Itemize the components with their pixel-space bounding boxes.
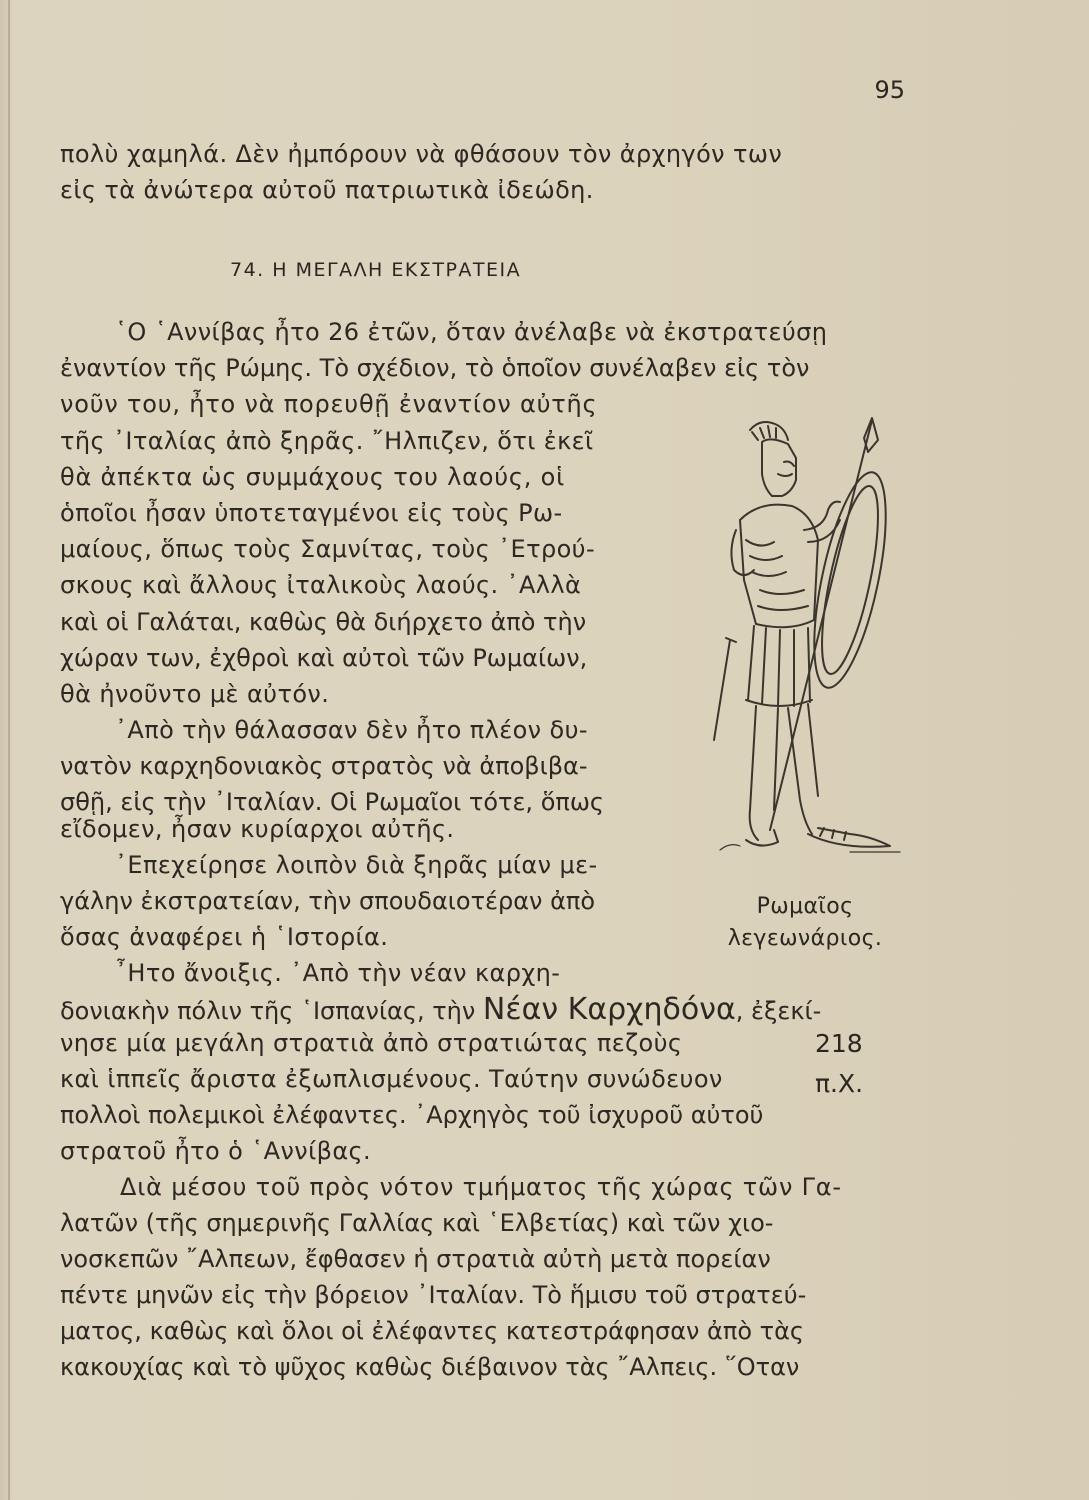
page-number: 95	[874, 76, 905, 104]
margin-date: 218 π.Χ.	[815, 1029, 864, 1098]
text-line: γάλην ἐκστρατείαν, τὴν σπουδαιοτέραν ἀπὸ	[60, 887, 596, 915]
text-line: νατὸν καρχηδονιακὸς στρατὸς νὰ ἀποβιβα-	[60, 752, 588, 780]
text-line: χώραν των, ἐχθροὶ καὶ αὐτοὶ τῶν Ρωμαίων,	[60, 644, 588, 672]
text-line: κακουχίας καὶ τὸ ψῦχος καθὼς διέβαινον τὰς ῎Αλπεις. ῞Οταν	[60, 1353, 800, 1381]
text-line: νησε μία μεγάλη στρατιὰ ἀπὸ στρατιώτας πεζοὺς	[60, 1029, 683, 1057]
city-name-large: Νέαν Καρχηδόνα	[482, 992, 736, 1027]
text-line: νοῦν του, ἦτο νὰ πορευθῇ ἐναντίον αὐτῆς	[60, 390, 598, 418]
figure-caption-line: Ρωμαῖος	[756, 894, 854, 919]
text-line: μαίους, ὅπως τοὺς Σαμνίτας, τοὺς ᾿Ετρού-	[60, 535, 596, 563]
text-line: καὶ ἱππεῖς ἄριστα ἐξωπλισμένους. Ταύτην συνώδευον	[60, 1065, 723, 1093]
text-line: πολὺ χαμηλά. Δὲν ἠμπόρουν νὰ φθάσουν τὸν ἀρχηγόν των	[60, 140, 783, 168]
text-line: Διὰ μέσου τοῦ πρὸς νότον τμήματος τῆς χώρας τῶν Γα-	[120, 1173, 842, 1201]
text-line-cartagena	[60, 990, 910, 1030]
text-fragment: δονιακὴν πόλιν τῆς ῾Ισπανίας, τὴν	[60, 997, 483, 1025]
legionary-icon	[700, 410, 910, 880]
text-line: ὅσας ἀναφέρει ἡ ῾Ιστορία.	[60, 923, 389, 951]
text-line: θὰ ἠνοῦντο μὲ αὐτόν.	[60, 680, 330, 708]
text-line: τῆς ᾿Ιταλίας ἀπὸ ξηρᾶς. ῎Ηλπιζεν, ὅτι ἐκεῖ	[60, 427, 594, 455]
text-line: σθῇ, εἰς τὴν ᾿Ιταλίαν. Οἱ Ρωμαῖοι τότε, ὅπως	[60, 788, 605, 816]
text-line: σκους καὶ ἄλλους ἰταλικοὺς λαούς. ᾿Αλλὰ	[60, 571, 582, 599]
roman-legionary-illustration	[700, 410, 910, 880]
text-line: ματος, καθὼς καὶ ὅλοι οἱ ἐλέφαντες κατεστράφησαν ἀπὸ τὰς	[60, 1317, 804, 1345]
page-edge	[8, 0, 10, 1500]
text-line: πολλοὶ πολεμικοὶ ἐλέφαντες. ᾿Αρχηγὸς τοῦ ἰσχυροῦ αὐτοῦ	[60, 1101, 764, 1129]
text-line: νοσκεπῶν ῎Αλπεων, ἔφθασεν ἡ στρατιὰ αὐτὴ μετὰ πορείαν	[60, 1245, 771, 1273]
text-line: ᾿Απὸ τὴν θάλασσαν δὲν ἦτο πλέον δυ-	[115, 716, 588, 744]
text-line: ἐναντίον τῆς Ρώμης. Τὸ σχέδιον, τὸ ὁποῖον συνέλαβεν εἰς τὸν	[60, 354, 810, 382]
text-line: εἴδομεν, ἦσαν κυρίαρχοι αὐτῆς.	[60, 815, 455, 843]
text-line: καὶ οἱ Γαλάται, καθὼς θὰ διήρχετο ἀπὸ τὴν	[60, 608, 587, 636]
text-line: θὰ ἀπέκτα ὡς συμμάχους του λαούς, οἱ	[60, 463, 566, 491]
text-line: ᾿Επεχείρησε λοιπὸν διὰ ξηρᾶς μίαν με-	[115, 851, 598, 879]
section-heading: 74. Η ΜΕΓΑΛΗ ΕΚΣΤΡΑΤΕΙΑ	[230, 259, 522, 281]
text-line: ὁποῖοι ἦσαν ὑποτεταγμένοι εἰς τοὺς Ρω-	[60, 499, 563, 527]
text-line: ῏Ητο ἄνοιξις. ᾿Απὸ τὴν νέαν καρχη-	[115, 959, 561, 987]
text-line: εἰς τὰ ἀνώτερα αὐτοῦ πατριωτικὰ ἰδεώδη.	[60, 176, 594, 204]
text-fragment: , ἐξεκί-	[735, 997, 822, 1025]
text-line: λατῶν (τῆς σημερινῆς Γαλλίας καὶ ῾Ελβετίας) καὶ τῶν χιο-	[60, 1209, 774, 1237]
text-line: στρατοῦ ἦτο ὁ ῾Αννίβας.	[60, 1137, 372, 1165]
text-line: ῾Ο ῾Αννίβας ἦτο 26 ἐτῶν, ὅταν ἀνέλαβε νὰ ἐκστρατεύσῃ	[115, 318, 828, 346]
text-line: πέντε μηνῶν εἰς τὴν βόρειον ᾿Ιταλίαν. Τὸ ἥμισυ τοῦ στρατεύ-	[60, 1281, 807, 1309]
figure-caption-line: λεγεωνάριος.	[727, 926, 883, 951]
